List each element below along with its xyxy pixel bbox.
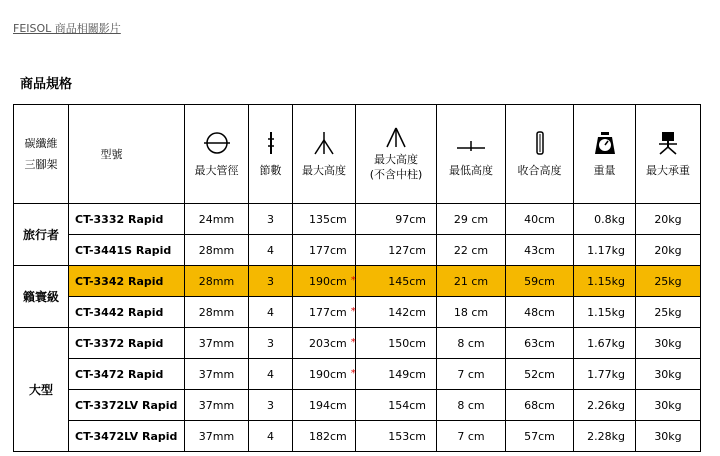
max-height-nc-cell: 150cm [356, 328, 437, 359]
max-height-nc-cell: 127cm [356, 235, 437, 266]
group-explorer: 籟寰級 [14, 266, 69, 328]
header-max-height-label: 最大高度 [302, 163, 346, 177]
max-load-icon [657, 131, 679, 155]
note-star: * [350, 274, 356, 286]
table-row [14, 328, 701, 359]
header-load-label: 最大承重 [646, 163, 690, 177]
max-height-nc-cell: 149cm [356, 359, 437, 390]
table-row [14, 235, 701, 266]
sections-cell: 3 [249, 204, 293, 235]
header-model-label: 型號 [100, 147, 123, 161]
max-height-nc-cell: 145cm [356, 266, 437, 297]
sections-cell: 4 [249, 359, 293, 390]
note-star: * [350, 336, 356, 348]
max-height-cell [293, 204, 356, 235]
max-height-cell [293, 235, 356, 266]
max-height-cell [293, 390, 356, 421]
header-weight-label: 重量 [593, 163, 616, 177]
video-link[interactable]: FEISOL 商品相關影片 [13, 22, 121, 35]
weight-cell: 1.15kg [574, 297, 636, 328]
weight-cell: 1.17kg [574, 235, 636, 266]
folded-cell: 48cm [506, 297, 574, 328]
sections-cell: 3 [249, 266, 293, 297]
folded-cell: 59cm [506, 266, 574, 297]
folded-tripod-icon [534, 131, 546, 155]
group-travel: 旅行者 [14, 204, 69, 266]
header-weight [574, 105, 636, 204]
table-row [14, 204, 701, 235]
min-height-cell: 8 cm [437, 328, 506, 359]
leg-sections-icon [266, 131, 276, 155]
header-folded [506, 105, 574, 204]
max-height-nc-cell: 142cm [356, 297, 437, 328]
model-cell: CT-3372 Rapid [69, 328, 185, 359]
header-row [14, 105, 701, 204]
max-height-nc-cell: 97cm [356, 204, 437, 235]
sections-cell: 4 [249, 235, 293, 266]
load-cell: 25kg [636, 297, 701, 328]
header-tube [185, 105, 249, 204]
min-height-cell: 18 cm [437, 297, 506, 328]
load-cell: 25kg [636, 266, 701, 297]
model-cell: CT-3342 Rapid [69, 266, 185, 297]
max-height-nc-cell: 154cm [356, 390, 437, 421]
max-height-value: 203cm [309, 336, 347, 350]
header-max-height-nc [356, 105, 437, 204]
load-cell: 30kg [636, 390, 701, 421]
weight-cell: 1.15kg [574, 266, 636, 297]
weight-scale-icon [592, 131, 618, 155]
tube-cell: 28mm [185, 297, 249, 328]
tube-cell: 37mm [185, 390, 249, 421]
folded-cell: 63cm [506, 328, 574, 359]
tube-cell: 37mm [185, 421, 249, 452]
max-height-value: 177cm [309, 305, 347, 319]
tube-diameter-icon [203, 131, 231, 155]
max-height-value: 190cm [309, 274, 347, 288]
tube-cell: 28mm [185, 266, 249, 297]
max-height-value: 190cm [309, 367, 347, 381]
tube-cell: 28mm [185, 235, 249, 266]
max-height-cell [293, 421, 356, 452]
max-height-value: 182cm [309, 429, 347, 443]
header-max-height [293, 105, 356, 204]
min-height-cell: 22 cm [437, 235, 506, 266]
weight-cell: 2.28kg [574, 421, 636, 452]
tube-cell: 37mm [185, 359, 249, 390]
header-load [636, 105, 701, 204]
table-row [14, 297, 701, 328]
header-group-line1: 碳纖維 [24, 137, 58, 150]
spec-table [13, 104, 701, 452]
folded-cell: 43cm [506, 235, 574, 266]
load-cell: 30kg [636, 421, 701, 452]
model-cell: CT-3441S Rapid [69, 235, 185, 266]
tube-cell: 24mm [185, 204, 249, 235]
table-row [14, 390, 701, 421]
header-group-line2: 三腳架 [24, 158, 58, 171]
weight-cell: 0.8kg [574, 204, 636, 235]
load-cell: 30kg [636, 359, 701, 390]
min-height-cell: 7 cm [437, 421, 506, 452]
max-height-nc-cell: 153cm [356, 421, 437, 452]
load-cell: 30kg [636, 328, 701, 359]
max-height-cell [293, 328, 356, 359]
header-tube-label: 最大管徑 [194, 163, 239, 177]
table-row [14, 359, 701, 390]
tripod-no-column-icon [385, 126, 407, 148]
tripod-max-height-icon [313, 131, 335, 155]
table-row [14, 421, 701, 452]
max-height-cell [293, 297, 356, 328]
sections-cell: 3 [249, 328, 293, 359]
group-large: 大型 [14, 328, 69, 452]
header-sections-label: 節數 [259, 163, 282, 177]
model-cell: CT-3372LV Rapid [69, 390, 185, 421]
table-row-highlighted [14, 266, 701, 297]
max-height-cell [293, 359, 356, 390]
folded-cell: 40cm [506, 204, 574, 235]
header-min-height [437, 105, 506, 204]
max-height-cell [293, 266, 356, 297]
note-star: * [350, 305, 356, 317]
folded-cell: 57cm [506, 421, 574, 452]
min-height-cell: 29 cm [437, 204, 506, 235]
note-star: * [350, 367, 356, 379]
model-cell: CT-3472LV Rapid [69, 421, 185, 452]
weight-cell: 1.77kg [574, 359, 636, 390]
min-height-cell: 7 cm [437, 359, 506, 390]
load-cell: 20kg [636, 235, 701, 266]
weight-cell: 2.26kg [574, 390, 636, 421]
max-height-value: 177cm [309, 243, 347, 257]
header-model [69, 105, 185, 204]
model-cell: CT-3442 Rapid [69, 297, 185, 328]
section-title: 商品規格 [20, 77, 73, 92]
header-min-height-label: 最低高度 [449, 163, 493, 177]
max-height-value: 135cm [309, 212, 347, 226]
tube-cell: 37mm [185, 328, 249, 359]
tripod-min-height-icon [456, 131, 486, 155]
header-sections [249, 105, 293, 204]
model-cell: CT-3472 Rapid [69, 359, 185, 390]
max-height-value: 194cm [309, 398, 347, 412]
header-folded-label: 收合高度 [517, 163, 562, 177]
folded-cell: 52cm [506, 359, 574, 390]
header-max-height-nc-line1: 最大高度 [374, 153, 418, 166]
sections-cell: 4 [249, 297, 293, 328]
min-height-cell: 21 cm [437, 266, 506, 297]
sections-cell: 4 [249, 421, 293, 452]
load-cell: 20kg [636, 204, 701, 235]
model-cell: CT-3332 Rapid [69, 204, 185, 235]
sections-cell: 3 [249, 390, 293, 421]
min-height-cell: 8 cm [437, 390, 506, 421]
folded-cell: 68cm [506, 390, 574, 421]
header-max-height-nc-line2: (不含中柱) [369, 168, 423, 181]
weight-cell: 1.67kg [574, 328, 636, 359]
